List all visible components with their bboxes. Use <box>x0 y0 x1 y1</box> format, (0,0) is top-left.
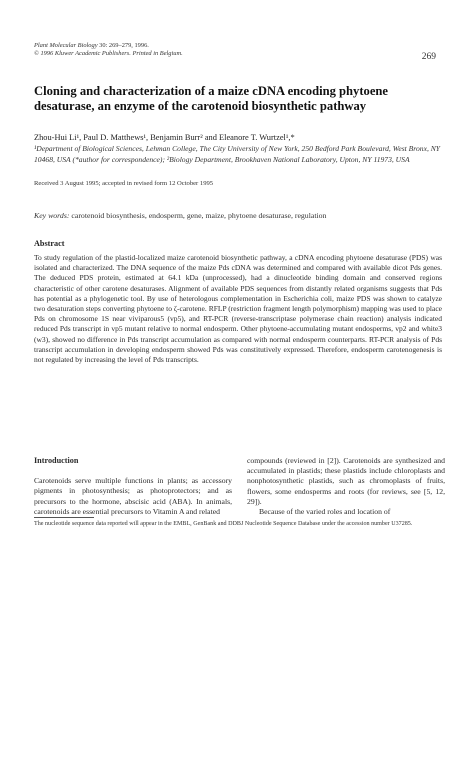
introduction-left-column <box>34 456 232 517</box>
footnote-divider <box>34 517 94 518</box>
keywords-list: carotenoid biosynthesis, endosperm, gene, maize, phytoene desaturase, regulation <box>71 211 327 220</box>
page-number: 269 <box>421 52 436 62</box>
keywords <box>34 211 444 220</box>
author-affiliations: ¹Department of Biological Sciences, Lehman College, The City University of New York, 250 Bedford Park Boulevard, West Bronx, NY 10468, USA (*author for correspondence); ²Biology Department, Brookhaven National Laboratory, Upton, NY 11973, USA <box>34 144 441 164</box>
journal-citation <box>34 42 334 58</box>
journal-name: Plant Molecular Biology <box>34 42 98 49</box>
journal-volume-pages: 30: 269–279, 1996. <box>99 42 149 49</box>
introduction-paragraph-1: Carotenoids serve multiple functions in plants; as accessory pigments in photosynthesis; as photoprotectors; and as precursors to the hormone, abscisic acid (ABA). In animals, carotenoids are essential precursors to Vitamin A and related <box>34 476 232 516</box>
footnote-text: The nucleotide sequence data reported will appear in the EMBL, GenBank and DDBJ Nucleotide Sequence Database under the accession number U37285. <box>34 521 413 527</box>
introduction-right-column <box>247 456 445 517</box>
article-title: Cloning and characterization of a maize cDNA encoding phytoene desaturase, an enzyme of the carotenoid biosynthetic pathway <box>34 84 389 113</box>
introduction-paragraph-1-continued: compounds (reviewed in [2]). Carotenoids are synthesized and accumulated in plastids; these plastids include chloroplasts and nonphotosynthetic plastids, such as chromoplasts of fruits, flowers, some endosperms and roots (for reviews, see [5, 12, 29]). <box>247 456 445 506</box>
author-list: Zhou-Hui Li¹, Paul D. Matthews¹, Benjamin Burr² and Eleanore T. Wurtzel¹,* <box>34 133 295 142</box>
received-dates: Received 3 August 1995; accepted in revised form 12 October 1995 <box>34 180 214 187</box>
introduction-heading: Introduction <box>34 456 79 465</box>
introduction-paragraph-2: Because of the varied roles and location of <box>259 507 391 517</box>
keywords-label: Key words: <box>34 211 70 220</box>
copyright-line: © 1996 Kluwer Academic Publishers. Printed in Belgium. <box>34 50 183 57</box>
abstract-text: To study regulation of the plastid-localized maize carotenoid biosynthetic pathway, a cDNA encoding phytoene desaturase (PDS) was isolated and characterized. The DNA sequence of the maize Pds cDNA was determined and compared with available dicot Pds genes. The deduced PDS protein, estimated at 64.1 kDa (unprocessed), had a dinucleotide binding domain and conserved regions characteristic of other carotene desaturases. Alignment of available PDS sequences from distantly related organisms suggests that Pds has potential as a phylogenetic tool. By use of heterologous complementation in Escherichia coli, maize PDS was shown to catalyze two desaturation steps converting phytoene to ζ-carotene. RFLP (restriction fragment length polymorphism) mapping was used to place Pds on chromosome 1S near viviparous5 (vp5), and RT-PCR (reverse-transcriptase polymerase chain reaction) analysis indicated reduced Pds transcript in vp5 mutant relative to normal endosperm. Other phytoene-accumulating mutant endosperms, vp2 and white3 (w3), showed no difference in Pds transcript accumulation as compared with normal endosperm counterparts. RT-PCR analysis of Pds transcript accumulation in developing endosperm showed Pds was constitutively expressed. Therefore, endosperm carotenogenesis is not regulated by increasing the level of Pds transcripts. <box>34 253 442 365</box>
abstract-heading: Abstract <box>34 239 65 248</box>
